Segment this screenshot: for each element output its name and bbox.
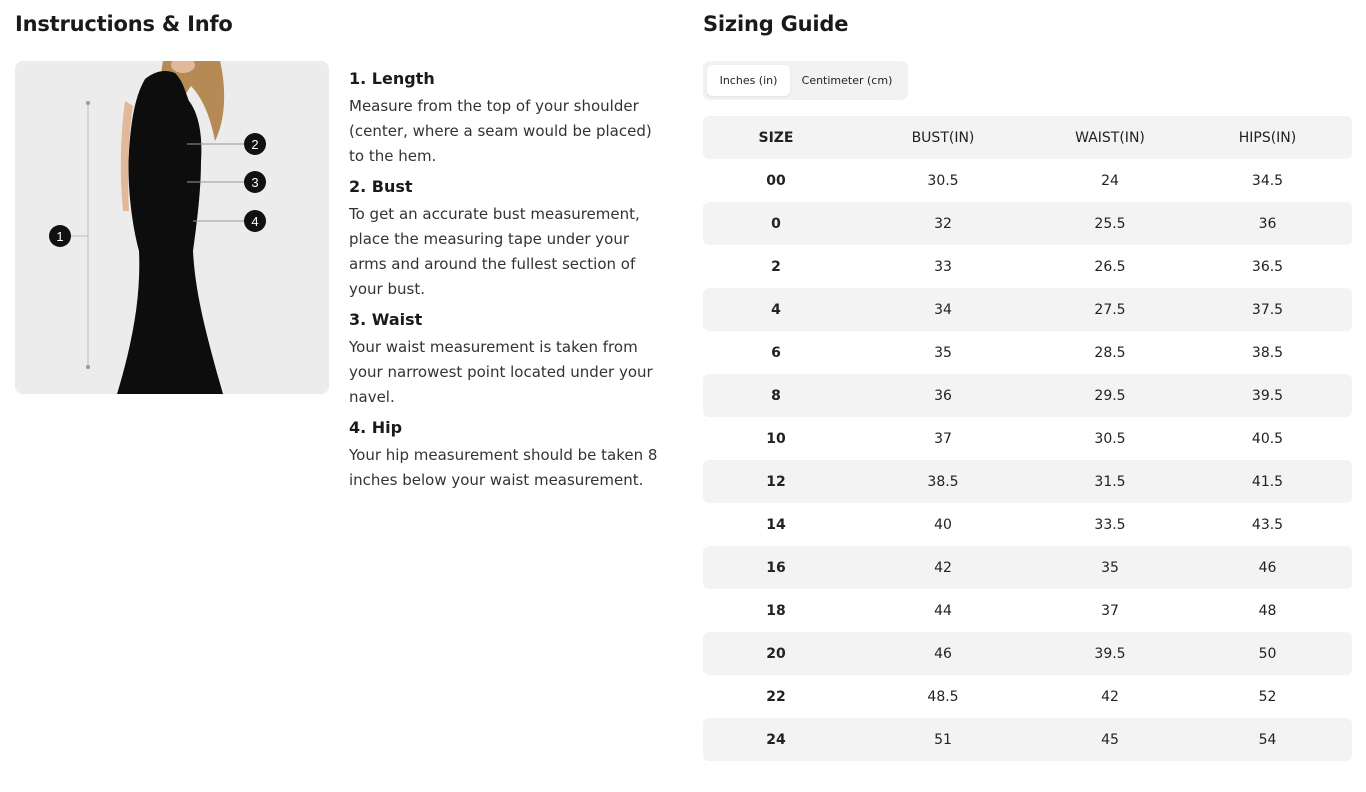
cell-hips: 39.5 — [1251, 387, 1284, 404]
table-row — [703, 202, 1352, 245]
cell-hips: 34.5 — [1251, 172, 1284, 189]
cell-size: 18 — [766, 602, 786, 619]
cell-waist: 31.5 — [1094, 473, 1126, 490]
cell-waist: 27.5 — [1094, 301, 1126, 318]
svg-text:1: 1 — [56, 229, 64, 244]
cell-size: 10 — [766, 430, 786, 447]
cell-waist: 30.5 — [1094, 430, 1126, 447]
cell-hips: 52 — [1258, 688, 1277, 705]
column-header-size: SIZE — [758, 129, 794, 146]
cell-size: 2 — [771, 258, 781, 275]
dress-measurement-figure — [15, 61, 329, 394]
cell-waist: 37 — [1101, 602, 1119, 619]
cell-size: 12 — [766, 473, 786, 490]
cell-hips: 37.5 — [1251, 301, 1284, 318]
tab-centimeter[interactable]: Centimeter (cm) — [801, 74, 893, 87]
table-row — [703, 417, 1352, 460]
cell-bust: 38.5 — [927, 473, 959, 490]
cell-bust: 35 — [934, 344, 952, 361]
table-row — [703, 288, 1352, 331]
sizing-guide-title: Sizing Guide — [703, 12, 849, 36]
cell-hips: 48 — [1258, 602, 1277, 619]
table-row — [703, 503, 1352, 546]
cell-size: 8 — [771, 387, 781, 404]
cell-bust: 48.5 — [927, 688, 959, 705]
cell-size: 20 — [766, 645, 786, 662]
cell-hips: 54 — [1258, 731, 1277, 748]
length-heading: 1. Length — [349, 69, 435, 88]
cell-hips: 40.5 — [1251, 430, 1284, 447]
table-row — [703, 675, 1352, 718]
cell-size: 0 — [771, 215, 781, 232]
dress-silhouette-illustration — [15, 61, 329, 394]
cell-hips: 36 — [1258, 215, 1277, 232]
cell-bust: 33 — [934, 258, 952, 275]
cell-size: 22 — [766, 688, 786, 705]
cell-waist: 42 — [1101, 688, 1119, 705]
cell-hips: 46 — [1258, 559, 1277, 576]
table-row — [703, 718, 1352, 761]
table-row — [703, 374, 1352, 417]
cell-hips: 43.5 — [1251, 516, 1284, 533]
cell-hips: 41.5 — [1251, 473, 1284, 490]
table-row — [703, 460, 1352, 503]
cell-size: 24 — [766, 731, 786, 748]
svg-text:2: 2 — [251, 137, 259, 152]
cell-bust: 30.5 — [927, 172, 959, 189]
column-header-hips: HIPS(IN) — [1238, 129, 1297, 146]
cell-size: 16 — [766, 559, 786, 576]
bust-description: To get an accurate bust measurement, place the measuring tape under your arms and around the fullest section of your bust. — [349, 205, 640, 298]
table-header-row — [703, 116, 1352, 159]
cell-waist: 25.5 — [1094, 215, 1126, 232]
cell-bust: 42 — [934, 559, 952, 576]
size-chart-table — [703, 116, 1352, 761]
cell-waist: 28.5 — [1094, 344, 1126, 361]
hip-heading: 4. Hip — [349, 418, 403, 437]
waist-heading: 3. Waist — [349, 310, 423, 329]
cell-bust: 51 — [934, 731, 952, 748]
column-header-bust: BUST(IN) — [911, 129, 975, 146]
cell-size: 00 — [766, 172, 786, 189]
hip-description: Your hip measurement should be taken 8 inches below your waist measurement. — [349, 446, 658, 489]
length-description: Measure from the top of your shoulder (center, where a seam would be placed) to the hem. — [349, 97, 652, 165]
cell-waist: 35 — [1101, 559, 1119, 576]
measurement-instructions — [349, 66, 669, 493]
tab-inches[interactable]: Inches (in) — [707, 65, 790, 96]
cell-size: 14 — [766, 516, 786, 533]
unit-toggle — [703, 61, 908, 100]
marker-3-icon — [244, 171, 266, 193]
marker-4-icon — [244, 210, 266, 232]
cell-bust: 37 — [934, 430, 952, 447]
column-header-waist: WAIST(IN) — [1075, 129, 1145, 146]
instructions-title: Instructions & Info — [15, 12, 233, 36]
bust-heading: 2. Bust — [349, 177, 413, 196]
cell-bust: 46 — [934, 645, 952, 662]
table-row — [703, 632, 1352, 675]
cell-waist: 26.5 — [1094, 258, 1126, 275]
cell-bust: 44 — [934, 602, 952, 619]
cell-waist: 33.5 — [1094, 516, 1126, 533]
cell-hips: 38.5 — [1251, 344, 1284, 361]
cell-bust: 40 — [934, 516, 952, 533]
cell-bust: 36 — [934, 387, 952, 404]
table-row — [703, 546, 1352, 589]
cell-hips: 36.5 — [1251, 258, 1284, 275]
cell-bust: 32 — [934, 215, 952, 232]
table-row — [703, 331, 1352, 374]
cell-waist: 39.5 — [1094, 645, 1126, 662]
svg-text:4: 4 — [251, 214, 259, 229]
cell-waist: 29.5 — [1094, 387, 1126, 404]
table-body — [703, 159, 1352, 761]
waist-description: Your waist measurement is taken from your narrowest point located under your navel. — [349, 338, 653, 406]
cell-size: 6 — [771, 344, 781, 361]
cell-bust: 34 — [934, 301, 952, 318]
cell-waist: 24 — [1101, 172, 1119, 189]
table-row — [703, 245, 1352, 288]
table-row — [703, 589, 1352, 632]
cell-hips: 50 — [1258, 645, 1277, 662]
table-row — [703, 159, 1352, 202]
marker-1-icon — [49, 225, 71, 247]
svg-text:3: 3 — [251, 175, 259, 190]
cell-waist: 45 — [1101, 731, 1119, 748]
cell-size: 4 — [771, 301, 781, 318]
marker-2-icon — [244, 133, 266, 155]
